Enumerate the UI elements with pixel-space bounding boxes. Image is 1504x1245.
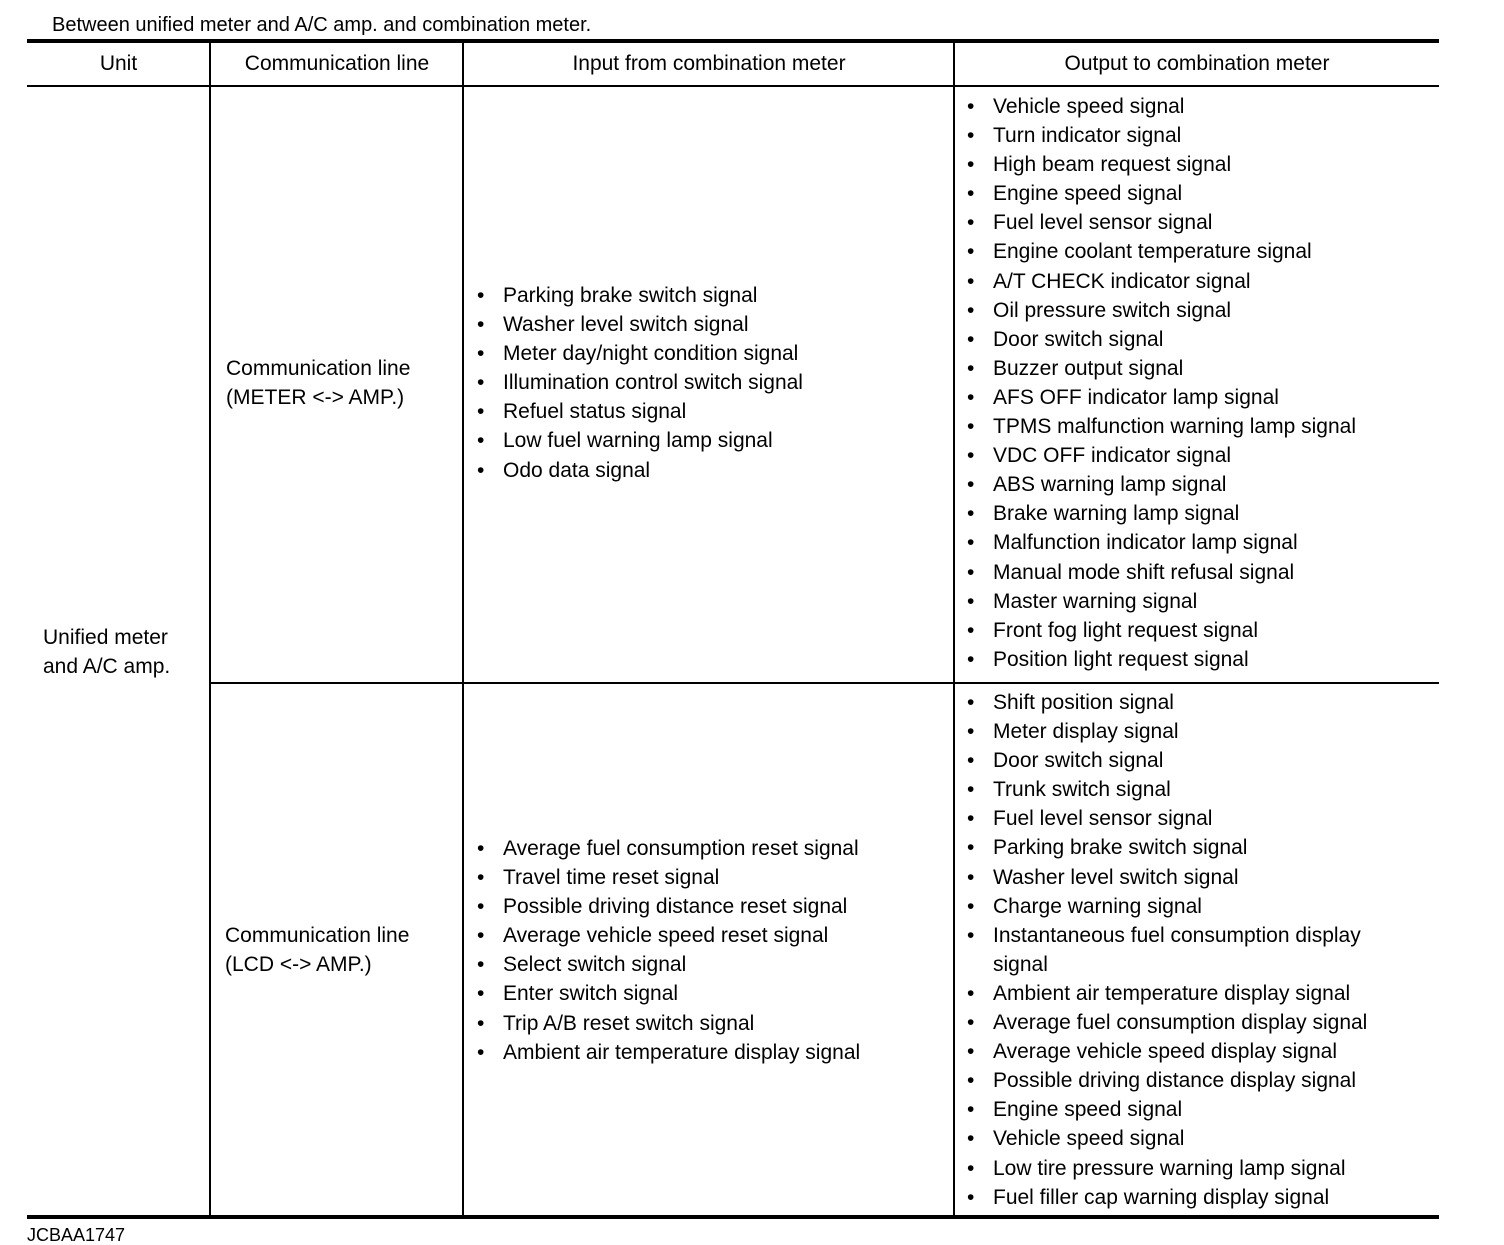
bullet-icon: • [477,1011,485,1035]
list-item: • Meter day/night condition signal [475,339,803,368]
list-item: • Refuel status signal [475,397,803,426]
list-item: • Fuel level sensor signal [965,804,1413,833]
list-item: • A/T CHECK indicator signal [965,267,1356,296]
bullet-icon: • [967,269,975,293]
bullet-icon: • [967,1011,975,1035]
bullet-icon: • [967,298,975,322]
bullet-icon: • [477,284,485,307]
list-item: • Manual mode shift refusal signal [965,558,1356,587]
list-item: • Parking brake switch signal [475,281,803,310]
list-item: • Trunk switch signal [965,775,1413,804]
bullet-icon: • [967,778,975,802]
bullet-icon: • [477,953,485,977]
bullet-icon: • [967,182,975,206]
bullet-icon: • [967,95,975,118]
list-item: • Shift position signal [965,688,1413,717]
list-item: • Vehicle speed signal [965,92,1356,121]
unit-name [43,623,170,681]
list-item: • Charge warning signal [965,892,1413,921]
bullet-icon: • [477,458,485,482]
list-item: • Average vehicle speed display signal [965,1037,1413,1066]
list-item: • Low tire pressure warning lamp signal [965,1154,1413,1183]
list-item: • Door switch signal [965,325,1356,354]
header-communication-line: Communication line [244,52,430,75]
bullet-icon: • [967,327,975,351]
input-list-meter [475,281,803,485]
list-item: • Washer level switch signal [965,863,1413,892]
list-item: • Average fuel consumption display signal [965,1008,1413,1037]
list-item: • Vehicle speed signal [965,1124,1413,1153]
signal-table [27,39,1439,1219]
bullet-icon: • [967,473,975,497]
list-item: • Position light request signal [965,645,1356,674]
list-item: • Average vehicle speed reset signal [475,921,860,950]
column-divider-comm [462,43,464,1219]
list-item: • Turn indicator signal [965,121,1356,150]
bullet-icon: • [967,1069,975,1093]
list-item: • Select switch signal [475,950,860,979]
list-item: • TPMS malfunction warning lamp signal [965,412,1356,441]
row-divider [210,682,1439,684]
list-item: • Possible driving distance display signal [965,1066,1413,1095]
list-item: • Average fuel consumption reset signal [475,834,860,863]
bullet-icon: • [477,342,485,366]
bullet-icon: • [967,1040,975,1064]
list-item: • Engine speed signal [965,1095,1413,1124]
bullet-icon: • [967,240,975,264]
list-item: • Fuel level sensor signal [965,208,1356,237]
bullet-icon: • [967,647,975,671]
list-item: • Ambient air temperature display signal [965,979,1413,1008]
comm-line-lcd-line1: Communication line [225,924,410,947]
unit-name-line2: and A/C amp. [43,655,171,678]
bullet-icon: • [477,895,485,919]
bullet-icon: • [967,720,975,744]
bullet-icon: • [967,502,975,526]
list-item: • VDC OFF indicator signal [965,441,1356,470]
bullet-icon: • [967,415,975,439]
bullet-icon: • [477,313,485,337]
bullet-icon: • [967,1127,975,1151]
bullet-icon: • [967,981,975,1005]
list-item: • High beam request signal [965,150,1356,179]
list-item: • Ambient air temperature display signal [475,1038,860,1067]
bullet-icon: • [967,356,975,380]
list-item: • Front fog light request signal [965,616,1356,645]
bullet-icon: • [967,691,975,714]
bullet-icon: • [967,560,975,584]
bullet-icon: • [967,385,975,409]
header-divider [27,85,1439,87]
header-output: Output to combination meter [1064,52,1330,75]
bullet-icon: • [967,531,975,555]
bullet-icon: • [967,749,975,773]
figure-code: JCBAA1747 [27,1225,126,1245]
list-item: • Oil pressure switch signal [965,296,1356,325]
bullet-icon: • [477,1040,485,1064]
list-item: • Fuel filler cap warning display signal [965,1183,1413,1212]
list-item: • Trip A/B reset switch signal [475,1009,860,1038]
bullet-icon: • [477,371,485,395]
bullet-icon: • [967,124,975,148]
input-list-lcd [475,834,860,1067]
list-item: • Engine coolant temperature signal [965,237,1356,266]
bullet-icon: • [967,589,975,613]
list-item: • Meter display signal [965,717,1413,746]
list-item: • Possible driving distance reset signal [475,892,860,921]
list-item: • Master warning signal [965,587,1356,616]
bullet-icon: • [967,1098,975,1122]
list-item: • Illumination control switch signal [475,368,803,397]
comm-line-meter [226,354,410,412]
list-item: • Washer level switch signal [475,310,803,339]
list-item: • Buzzer output signal [965,354,1356,383]
bullet-icon: • [477,400,485,424]
bullet-icon: • [967,807,975,831]
bullet-icon: • [967,153,975,177]
bullet-icon: • [967,894,975,918]
bullet-icon: • [967,865,975,889]
header-input: Input from combination meter [572,52,846,75]
bullet-icon: • [967,1185,975,1209]
bullet-icon: • [967,211,975,235]
list-item: • Brake warning lamp signal [965,499,1356,528]
list-item: • Odo data signal [475,456,803,485]
bullet-icon: • [477,982,485,1006]
bullet-icon: • [477,924,485,948]
bullet-icon: • [967,444,975,468]
bullet-icon: • [477,837,485,860]
output-list-lcd [965,688,1413,1212]
list-item: • Low fuel warning lamp signal [475,426,803,455]
list-item: • Door switch signal [965,746,1413,775]
list-item: • Malfunction indicator lamp signal [965,528,1356,557]
bullet-icon: • [477,429,485,453]
bullet-icon: • [967,836,975,860]
list-item: • Travel time reset signal [475,863,860,892]
column-divider-input [953,43,955,1219]
comm-line-meter-line2: (METER <-> AMP.) [226,386,405,409]
header-unit: Unit [99,52,138,75]
bullet-icon: • [477,866,485,890]
list-item: • AFS OFF indicator lamp signal [965,383,1356,412]
comm-line-lcd-line2: (LCD <-> AMP.) [225,953,372,976]
list-item: • ABS warning lamp signal [965,470,1356,499]
unit-name-line1: Unified meter [43,626,168,649]
column-divider-unit [209,43,211,1219]
list-item: • Instantaneous fuel consumption display signal [965,921,1413,979]
list-item: • Engine speed signal [965,179,1356,208]
bullet-icon: • [967,1156,975,1180]
bullet-icon: • [967,618,975,642]
list-item: • Enter switch signal [475,979,860,1008]
comm-line-lcd [225,921,409,979]
bullet-icon: • [967,923,975,947]
output-list-meter [965,92,1356,674]
comm-line-meter-line1: Communication line [226,357,411,380]
table-caption: Between unified meter and A/C amp. and combination meter. [52,14,592,36]
list-item: • Parking brake switch signal [965,833,1413,862]
